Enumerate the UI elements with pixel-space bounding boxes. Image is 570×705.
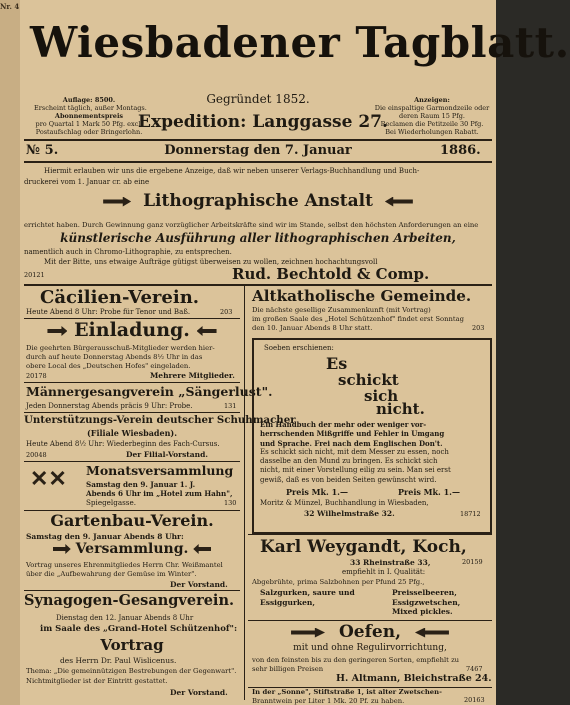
- unter-title: Unterstützungs-Verein deutscher Schuhmacher: [24, 414, 296, 426]
- oefen-line: von den feinsten bis zu den geringeren Sorten, empfiehlt zu: [252, 656, 460, 664]
- maenner-ref: 131: [224, 402, 237, 410]
- monats-line: Spiegelgasse.: [86, 498, 137, 507]
- expedition-line: Expedition: Langgasse 27.: [138, 112, 388, 132]
- syn-line5: Nichtmitglieder ist der Eintritt gestattet.: [26, 677, 168, 685]
- book-line: und Sprache. Frei nach dem Englischen Don't.: [260, 438, 443, 448]
- book-line: Ein Handbuch der mehr oder weniger vor-: [260, 420, 427, 429]
- masthead-left-info: [34, 96, 147, 136]
- weygandt-right-items: [392, 588, 460, 617]
- syn-line3: des Herrn Dr. Paul Wislicenus.: [60, 656, 177, 665]
- masthead-right-info: [372, 96, 492, 136]
- pointing-hand-right-icon: [103, 197, 131, 207]
- book-publisher: Moritz & Münzel, Buchhandlung in Wiesbaden,: [260, 499, 429, 507]
- einladung-text: [26, 344, 215, 371]
- einladung-heading: [24, 319, 240, 341]
- pointing-hand-right-icon: [291, 628, 325, 638]
- pointing-hand-left-icon: [193, 544, 211, 554]
- garten-signature: Der Vorstand.: [170, 580, 228, 589]
- oefen-line: sehr billigen Preisen: [252, 665, 324, 673]
- pointing-hand-right-icon: [47, 326, 67, 336]
- syn-title: Synagogen-Gesangverein.: [24, 592, 235, 609]
- circulation: Auflage: 8500.: [62, 96, 116, 104]
- pointing-hand-left-icon: [415, 628, 449, 638]
- maenner-text: Jeden Donnerstag Abends präcis 9 Uhr: Probe.: [26, 402, 193, 410]
- einladung-ref: 20178: [26, 372, 47, 380]
- book-line: Es schickt sich nicht, mit dem Messer zu essen, noch: [260, 447, 449, 456]
- weygandt-address: 33 Rheinstraße 33,: [350, 558, 431, 567]
- book-intro: Soeben erschienen:: [264, 344, 334, 352]
- einladung-title: Einladung.: [74, 319, 190, 341]
- oefen-ref: 7467: [466, 665, 483, 673]
- book-title-2: schickt: [338, 371, 399, 389]
- sonne-line: In der „Sonne", Stiftstraße 1, ist alter Zwetschen-: [252, 688, 442, 696]
- altkath-title: Altkatholische Gemeinde.: [252, 287, 472, 305]
- book-address: 32 Wilhelmstraße 32.: [304, 509, 395, 518]
- altkath-line: Die nächste gesellige Zusammenkunft (mit Vortrag): [252, 306, 431, 314]
- versammlung-heading: [24, 541, 240, 557]
- newspaper-page: [20, 0, 570, 705]
- ads-label: Anzeigen:: [414, 96, 450, 104]
- litho-line-4: künstlerische Ausführung aller lithographischen Arbeiten,: [60, 231, 456, 245]
- weygandt-title: Karl Weygandt, Koch,: [260, 537, 467, 557]
- book-ref: 18712: [460, 510, 481, 518]
- pointing-hand-right-icon: [53, 544, 71, 554]
- caecilien-ref: 203: [220, 308, 233, 316]
- altkath-line: den 10. Januar Abends 8 Uhr statt.: [252, 324, 373, 332]
- unter-text: Heute Abend 8½ Uhr: Wiederbeginn des Fach-Cursus.: [26, 440, 220, 448]
- unter-ref: 20048: [26, 451, 47, 459]
- oefen-signature: H. Altmann, Bleichstraße 24.: [336, 673, 492, 684]
- divider: [24, 590, 240, 591]
- pointing-hand-left-icon: [197, 326, 217, 336]
- unter-sub: (Filiale Wiesbaden).: [86, 428, 177, 438]
- weygandt-ref: 20159: [462, 558, 483, 566]
- oefen-title: Oefen,: [338, 622, 402, 642]
- garten-title: Gartenbau-Verein.: [50, 511, 214, 530]
- book-title-3: sich: [364, 387, 399, 405]
- ornament-xx-icon: ✕✕: [30, 466, 67, 492]
- garten-text: [26, 561, 223, 579]
- book-title-1: Es: [326, 354, 348, 373]
- book-line: herrschenden Mißgriffe und Fehler in Umgang: [260, 429, 445, 439]
- book-text: [260, 420, 451, 485]
- monats-text: [86, 480, 233, 507]
- litho-line-3: errichtet haben. Durch Gewinnung ganz vorzüglicher Arbeitskräfte sind wir im Stande, selbst den höchsten Anforderungen an eine: [24, 221, 479, 229]
- book-line: gewiß, daß es von beiden Seiten gewünscht wird.: [260, 475, 437, 484]
- weygandt-item: Essigzwetschen,: [392, 597, 461, 607]
- sonne-text: [252, 688, 442, 705]
- founded-line: Gegründet 1852.: [206, 92, 310, 106]
- oefen-heading: [248, 622, 492, 642]
- syn-vortrag: Vortrag: [100, 636, 164, 654]
- ads-line1: Die einspaltige Garmondzeile oder: [374, 104, 490, 112]
- strip-label: Nr. 4: [0, 2, 20, 11]
- publication-days: Erscheint täglich, außer Montags.: [34, 104, 147, 112]
- book-line: dasselbe an den Mund zu bringen. Es schickt sich: [260, 457, 438, 466]
- einladung-signature: Mehrere Mitglieder.: [150, 371, 235, 380]
- weygandt-item: Essiggurken,: [260, 598, 315, 607]
- adjacent-page-strip: [0, 0, 21, 705]
- ads-line2: deren Raum 15 Pfg.: [399, 112, 465, 120]
- garten-date: Samstag den 9. Januar Abends 8 Uhr:: [26, 532, 184, 541]
- section-rule: [24, 284, 492, 286]
- divider: [248, 534, 492, 535]
- subscription-price: pro Quartal 1 Mark 50 Pfg. excl.: [35, 120, 143, 128]
- oefen-text: [252, 656, 459, 674]
- issue-number: № 5.: [26, 143, 59, 158]
- weygandt-item: Mixed pickles.: [392, 607, 453, 616]
- syn-line1: Dienstag den 12. Januar Abends 8 Uhr: [56, 614, 194, 622]
- dateline-top-rule: [24, 139, 492, 141]
- column-divider: [244, 286, 245, 700]
- dateline-bottom-rule: [24, 161, 492, 163]
- masthead-title: Wiesbadener Tagblatt.: [30, 18, 570, 67]
- syn-line4: Thema: „Die gemeinnützigen Bestrebungen der Gegenwart".: [26, 667, 237, 675]
- monats-line: Samstag den 9. Januar 1. J.: [86, 480, 196, 489]
- syn-signature: Der Vorstand.: [170, 688, 228, 697]
- pointing-hand-left-icon: [385, 197, 413, 207]
- einladung-line: Die geehrten Bürgerausschuß-Mitglieder werden hier-: [26, 344, 215, 352]
- weygandt-item: Salzgurken, saure und: [260, 588, 355, 597]
- litho-line-6: Mit der Bitte, uns etwaige Aufträge gütigst überweisen zu wollen, zeichnen hochachtungsvoll: [44, 258, 378, 266]
- oefen-sub: mit und ohne Regulirvorrichtung,: [293, 643, 447, 653]
- caecilien-text: Heute Abend 8 Uhr: Probe für Tenor und Baß.: [26, 308, 191, 316]
- litho-ref: 20121: [24, 271, 45, 279]
- weygandt-line: Abgebrühte, prima Salzbohnen per Pfund 25 Pfg.,: [252, 578, 425, 586]
- weygandt-left-items: [260, 588, 355, 608]
- litho-line-5: namentlich auch in Chromo-Lithographie, zu entsprechen.: [24, 248, 232, 256]
- subscription-note: Postaufschlag oder Bringerlohn.: [35, 128, 143, 136]
- garten-line: über die „Aufbewahrung der Gemüse im Winter".: [26, 570, 197, 578]
- monats-ref: 130: [224, 499, 237, 507]
- divider: [24, 412, 240, 413]
- weygandt-sub: empfiehlt in I. Qualität:: [342, 568, 426, 576]
- litho-intro-1: Hiermit erlauben wir uns die ergebene Anzeige, daß wir neben unserer Verlags-Buchhandlung und Buch-: [44, 167, 420, 175]
- monats-line: Abends 6 Uhr im „Hotel zum Hahn",: [86, 489, 233, 498]
- einladung-line: obere Local des „Deutschen Hofes" eingeladen.: [26, 362, 191, 370]
- subscription-label: Abonnementspreis: [54, 112, 124, 120]
- litho-signature: Rud. Bechtold & Comp.: [232, 265, 430, 283]
- divider: [24, 382, 240, 383]
- litho-heading-text: Lithographische Anstalt: [143, 191, 373, 211]
- book-line: nicht, mit einer Vorstellung eilig zu sein. Man sei erst: [260, 466, 451, 475]
- altkath-text: [252, 306, 464, 333]
- litho-heading: [24, 191, 492, 211]
- altkath-line: im großen Saale des „Hotel Schützenhof" findet erst Sonntag: [252, 315, 465, 323]
- versammlung-title: Versammlung.: [75, 541, 189, 557]
- weygandt-item: Preisselbeeren,: [392, 588, 457, 597]
- altkath-ref: 203: [472, 324, 485, 332]
- book-price-1: Preis Mk. 1.—: [286, 487, 348, 497]
- sonne-ref: 20163: [464, 696, 485, 704]
- garten-line: Vortrag unseres Ehrenmitgliedes Herrn Chr. Weißmantel: [26, 561, 223, 569]
- einladung-line: durch auf heute Donnerstag Abends 8½ Uhr in das: [26, 353, 203, 361]
- ads-line4: Bei Wiederholungen Rabatt.: [385, 128, 479, 136]
- maenner-title: Männergesangverein „Sängerlust".: [26, 384, 273, 399]
- issue-year: 1886.: [440, 143, 481, 158]
- unter-signature: Der Filial-Vorstand.: [126, 450, 208, 459]
- sonne-line: Branntwein per Liter 1 Mk. 20 Pf. zu haben.: [252, 696, 405, 705]
- litho-intro-2: druckerei vom 1. Januar cr. ab eine: [24, 178, 150, 186]
- monats-title: Monatsversammlung: [86, 463, 234, 478]
- ads-line3: Reclamen die Petitzeile 30 Pfg.: [380, 120, 484, 128]
- divider: [248, 620, 492, 621]
- book-title-4: nicht.: [376, 400, 425, 418]
- book-price-2: Preis Mk. 1.—: [398, 487, 460, 497]
- issue-date: Donnerstag den 7. Januar: [164, 143, 352, 158]
- syn-line2: im Saale des „Grand-Hotel Schützenhof":: [40, 624, 238, 634]
- divider: [24, 461, 240, 462]
- caecilien-title: Cäcilien-Verein.: [40, 287, 200, 308]
